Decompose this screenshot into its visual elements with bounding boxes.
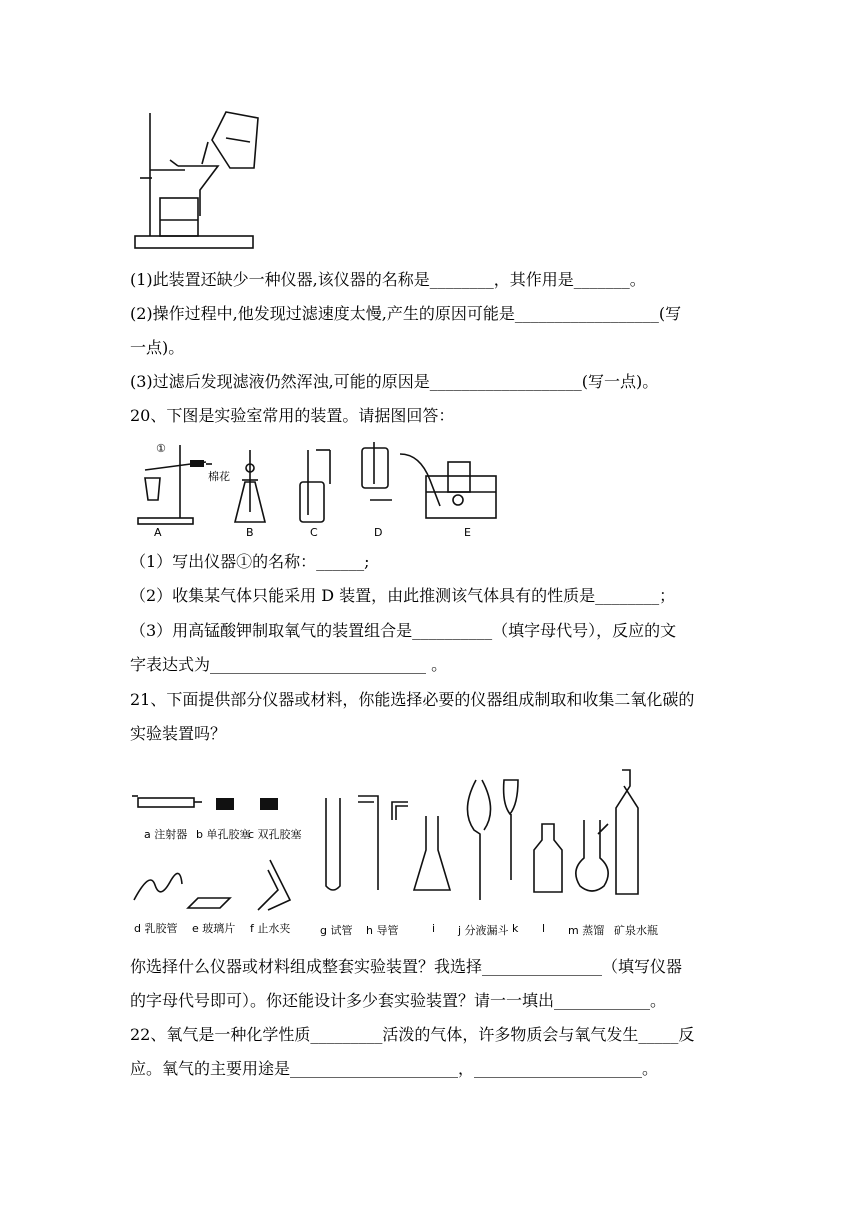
apparatus-c bbox=[300, 450, 330, 522]
q22-line-a: 22、氧气是一种化学性质_________活泼的气体，许多物质会与氧气发生_____反 bbox=[130, 1025, 695, 1044]
label-distilling-flask: m 蒸馏 bbox=[568, 924, 605, 937]
separating-funnel-j bbox=[467, 780, 490, 900]
label-cotton: 棉花 bbox=[208, 470, 230, 483]
label-single-stopper: b 单孔胶塞 bbox=[196, 828, 251, 841]
q20-item1: （1）写出仪器①的名称：______; bbox=[130, 552, 370, 571]
latex-tube-d bbox=[134, 873, 182, 900]
distilling-flask-m bbox=[576, 820, 608, 891]
q19-item1: (1)此装置还缺少一种仪器,该仪器的名称是________，其作用是_______。 bbox=[130, 270, 646, 289]
q19-item3: (3)过滤后发现滤液仍然浑浊,可能的原因是___________________(写一点)。 bbox=[130, 372, 659, 391]
q20-item3a: （3）用高锰酸钾制取氧气的装置组合是__________（填字母代号），反应的文 bbox=[130, 621, 677, 640]
label-d: D bbox=[374, 526, 383, 539]
label-b: B bbox=[246, 526, 254, 539]
q20-item3b: 字表达式为___________________________ 。 bbox=[130, 655, 448, 674]
single-hole-stopper-b bbox=[216, 798, 234, 810]
q22-line-b: 应。氧气的主要用途是_____________________，_____________________。 bbox=[130, 1059, 659, 1078]
label-e: E bbox=[464, 526, 471, 539]
q19-item2a: (2)操作过程中,他发现过滤速度太慢,产生的原因可能是__________________(写 bbox=[130, 304, 682, 323]
double-hole-stopper-c bbox=[260, 798, 278, 810]
label-latex-tube: d 乳胶管 bbox=[134, 922, 178, 935]
label-glass-slide: e 玻璃片 bbox=[192, 922, 236, 935]
q21-stem-b: 实验装置吗？ bbox=[130, 724, 227, 743]
label-circle-1: ① bbox=[156, 442, 166, 455]
q19-item2b: 一点)。 bbox=[130, 338, 185, 357]
label-syringe: a 注射器 bbox=[144, 828, 188, 841]
apparatus-b bbox=[235, 450, 265, 522]
label-separating-funnel: j 分液漏斗 bbox=[458, 924, 509, 937]
apparatus-e bbox=[400, 454, 496, 518]
bottle-l bbox=[534, 824, 562, 892]
label-i: i bbox=[432, 922, 436, 935]
q20-stem: 20、下图是实验室常用的装置。请据图回答： bbox=[130, 406, 455, 425]
q20-item2: （2）收集某气体只能采用 D 装置，由此推测该气体具有的性质是________； bbox=[130, 586, 676, 605]
clamp-f bbox=[258, 860, 290, 910]
apparatus-d bbox=[362, 442, 392, 500]
conical-flask-i bbox=[414, 816, 450, 890]
label-k: k bbox=[512, 922, 519, 935]
label-test-tube: g 试管 bbox=[320, 924, 353, 937]
apparatus-a bbox=[138, 445, 212, 524]
label-a: A bbox=[154, 526, 162, 539]
label-double-stopper: c 双孔胶塞 bbox=[248, 828, 302, 841]
tube-h-bend bbox=[392, 802, 408, 820]
q21-stem-a: 21、下面提供部分仪器或材料，你能选择必要的仪器组成制取和收集二氧化碳的 bbox=[130, 690, 695, 709]
glass-slide-e bbox=[188, 898, 230, 908]
filtration-apparatus-figure bbox=[130, 108, 270, 254]
label-water-bottle: 矿泉水瓶 bbox=[614, 924, 658, 937]
label-l: l bbox=[542, 922, 546, 935]
water-bottle bbox=[616, 770, 638, 894]
q21-answer-b: 的字母代号即可）。你还能设计多少套实验装置？请一一填出____________。 bbox=[130, 991, 667, 1010]
q21-instruments-figure bbox=[130, 760, 670, 940]
label-c: C bbox=[310, 526, 318, 539]
tube-h bbox=[358, 796, 378, 890]
funnel-k bbox=[504, 780, 518, 880]
test-tube-g bbox=[326, 798, 340, 890]
label-tube: h 导管 bbox=[366, 924, 399, 937]
q21-answer-a: 你选择什么仪器或材料组成整套实验装置？我选择_______________（填写仪器 bbox=[130, 957, 683, 976]
syringe-a bbox=[132, 796, 202, 807]
label-clamp: f 止水夹 bbox=[250, 922, 291, 935]
q20-apparatus-figure bbox=[130, 440, 500, 540]
